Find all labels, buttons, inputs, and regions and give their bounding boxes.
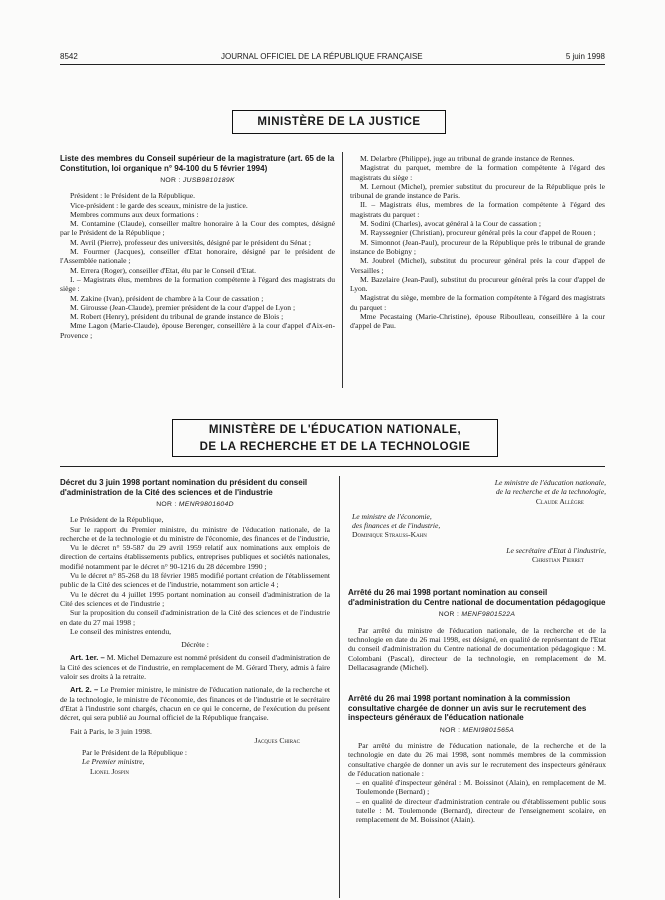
justice-list-title: Liste des membres du Conseil supérieur de la magistrature (art. 65 de la Constitution, loi organique n° 94-100 du 5 février 1994) [60,154,335,173]
justice-left-text [60,191,335,340]
justice-left-paragraph: Mme Lagon (Marie-Claude), épouse Berenger, conseillère à la cour d'appel d'Aix-en-Provence ; [60,321,335,340]
justice-right-paragraph: M. Simonnot (Jean-Paul), procureur de la République près le tribunal de grande instance de Bobigny ; [350,237,605,256]
decree-paragraph: Sur le rapport du Premier ministre, du ministre de l'éducation nationale, de la recherche et de la technologie et du ministre de l'économie, des finances et de l'industrie, [60,524,330,543]
justice-right-paragraph: M. Lernout (Michel), premier substitut du procureur de la République près le tribunal de grande instance de Paris. [350,181,605,201]
decree-decrete: Décrète : [181,640,209,650]
pm-name: Lionel Jospin [90,766,129,776]
decree-nor: NOR : MENR9801604D [156,501,234,508]
ministry-education-box [172,419,498,457]
arrete2-item-paragraph: – en qualité de directeur d'administration centrale ou d'établissement public sous tutelle : M. Toulemonde (Bernard), directeur de l'enseignement scolaire, en remplacement de M. Boissinot (Alain). [356,796,606,825]
ministry-education-line1: MINISTÈRE DE L'ÉDUCATION NATIONALE, [208,424,462,436]
par-le-president: Par le Président de la République : [82,748,188,758]
decree-article-1: Art. 1er. – M. Michel Demazure est nommé président du conseil d'administration de la Cité des sciences et de l'industrie, en remplacement de M. Gérard Thery, admis à faire valoir ses droits à la retraite. [60,653,331,682]
decree-paragraph: Vu le décret du 4 juillet 1995 portant nomination au conseil d'administration de la Cité des sciences et de l'industrie ; [60,589,330,608]
justice-right-paragraph: M. Joubrel (Michel), substitut du procureur général près la cour d'appel de Versailles ; [350,256,605,275]
justice-right-paragraph: M. Bazelaire (Jean-Paul), substitut du procureur général près la cour d'appel de Lyon. [350,274,605,294]
arrete2-nor: NOR : MENI9801565A [439,726,515,734]
decree-done-at: Fait à Paris, le 3 juin 1998. [70,726,152,736]
header-rule [60,64,605,65]
justice-left-column [60,154,335,340]
arrete2-items [356,778,606,824]
justice-left-paragraph: M. Zakine (Ivan), président de chambre à la Cour de cassation ; [70,293,264,303]
arrete1-title: Arrêté du 26 mai 1998 portant nomination au conseil d'administration du Centre national de documentation pédagogique [348,588,606,607]
decree-column [60,478,330,776]
justice-left-paragraph: Membres communs aux deux formations : [70,209,199,219]
signature-secretary: Le secrétaire d'Etat à l'industrie, Christian Pierret [506,545,606,565]
signature-min-eco: Le ministre de l'économie, des finances et de l'industrie, Dominique Strauss-Kahn [352,511,441,540]
decree-recitals [60,515,330,636]
decree-paragraph: Vu le décret n° 85-268 du 18 février 1985 modifié portant création de l'établissement public de la Cité des sciences et de l'industrie, notamment son article 4 ; [60,571,330,590]
justice-column-divider [342,152,343,388]
ministry-education-line2: DE LA RECHERCHE ET DE LA TECHNOLOGIE [199,441,471,453]
decree-paragraph: Le Président de la République, [70,515,164,525]
signature-president: Jacques Chirac [254,735,300,745]
justice-left-paragraph: M. Contamine (Claude), conseiller maître honoraire à la Cour des comptes, désigné par le Président de la République ; [60,219,335,238]
justice-left-paragraph: M. Robert (Henry), président du tribunal de grande instance de Blois ; [70,312,284,322]
justice-left-paragraph: M. Errera (Roger), conseiller d'Etat, élu par le Conseil d'Etat. [70,265,256,275]
justice-left-paragraph: Président : le Président de la République. [70,191,196,201]
justice-right-paragraph: Mme Pecastaing (Marie-Christine), épouse Riboulleau, conseillère à la cour d'appel de Pau. [350,312,605,331]
justice-left-paragraph: I. – Magistrats élus, membres de la formation compétente à l'égard des magistrats du siège : [60,274,335,294]
signature-min-edu: Le ministre de l'éducation nationale, de la recherche et de la technologie, Claude Allègre [494,478,606,506]
page-number: 8542 [60,52,78,61]
justice-right-paragraph: Magistrat du siège, membre de la formation compétente à l'égard des magistrats du parquet : [350,293,605,312]
justice-left-paragraph: M. Avril (Pierre), professeur des universités, désigné par le président du Sénat ; [70,237,311,247]
arrete2-title: Arrêté du 26 mai 1998 portant nomination à la commission consultative chargée de donner un avis sur le recrutement des inspecteurs généraux de l'éducation nationale [348,694,587,723]
decree-paragraph: Le conseil des ministres entendu, [70,626,172,636]
education-right-column [348,478,606,825]
justice-nor: NOR : JUSB9810189K [160,177,235,184]
education-rule [60,466,605,467]
decree-title: Décret du 3 juin 1998 portant nomination du président du conseil d'administration de la Cité des sciences et de l'industrie [60,478,308,497]
justice-right-column [350,154,605,331]
running-header [60,52,605,61]
education-column-divider [339,476,340,898]
arrete1-text: Par arrêté du ministre de l'éducation nationale, de la recherche et de la technologie en date du 26 mai 1998, est désigné, en qualité de représentant de l'Etat du conseil d'administration du Centre national de documentation pédagogique : M. Colombani (Pascal), directeur de la technologie, en remplacement de M. Dellacasagrande (Michel). [348,625,606,672]
justice-right-paragraph: Magistrat du parquet, membre de la formation compétente à l'égard des magistrats du siège : [350,163,605,182]
decree-paragraph: Vu le décret n° 59-587 du 29 avril 1959 relatif aux nominations aux emplois de direction de certains établissements publics, entreprises publiques et sociétés nationales, modifié notamment par le décret n° 90-1216 du 28 décembre 1990 ; [60,543,330,571]
issue-date: 5 juin 1998 [565,52,605,61]
arrete2-item-paragraph: – en qualité d'inspecteur général : M. Boissinot (Alain), en remplacement de M. Toulemonde (Bernard) ; [356,778,606,797]
justice-right-paragraph: M. Delarbre (Philippe), juge au tribunal de grande instance de Rennes. [360,154,575,163]
justice-left-paragraph: M. Fourmer (Jacques), conseiller d'Etat honoraire, désigné par le président de l'Assemblée nationale ; [60,247,335,266]
decree-paragraph: Sur la proposition du conseil d'administration de la Cité des sciences et de l'industrie en date du 27 mai 1998 ; [60,608,330,627]
justice-left-paragraph: Vice-président : le garde des sceaux, ministre de la justice. [70,200,248,210]
justice-right-text [350,154,605,331]
ministry-justice-box: MINISTÈRE DE LA JUSTICE [232,110,446,134]
pm-title: Le Premier ministre, [82,757,145,767]
decree-article-2: Art. 2. – Le Premier ministre, le ministre de l'éducation nationale, de la recherche et de la technologie, le ministre de l'économie, des finances et de l'industrie et le secrétaire d'Etat à l'industrie sont chargés, chacun en ce qui le concerne, de l'exécution du présent décret, qui sera publié au Journal officiel de la République française. [60,685,330,723]
arrete2-text: Par arrêté du ministre de l'éducation nationale, de la recherche et de la technologie en date du 26 mai 1998, sont nommés membres de la commission consultative chargée de donner un avis sur le recrutement des inspecteurs généraux de l'éducation nationale : [348,740,606,778]
justice-right-paragraph: M. Rayssegnier (Christian), procureur général près la cour d'appel de Rouen ; [360,228,596,238]
justice-left-paragraph: M. Girousse (Jean-Claude), premier président de la cour d'appel de Lyon ; [70,302,296,312]
journal-title: JOURNAL OFFICIEL DE LA RÉPUBLIQUE FRANÇAISE [220,52,423,61]
arrete1-nor: NOR : MENF9801522A [438,611,516,619]
justice-right-paragraph: II. – Magistrats élus, membres de la formation compétente à l'égard des magistrats du parquet : [350,200,605,219]
justice-right-paragraph: M. Sodini (Charles), avocat général à la Cour de cassation ; [360,219,541,229]
